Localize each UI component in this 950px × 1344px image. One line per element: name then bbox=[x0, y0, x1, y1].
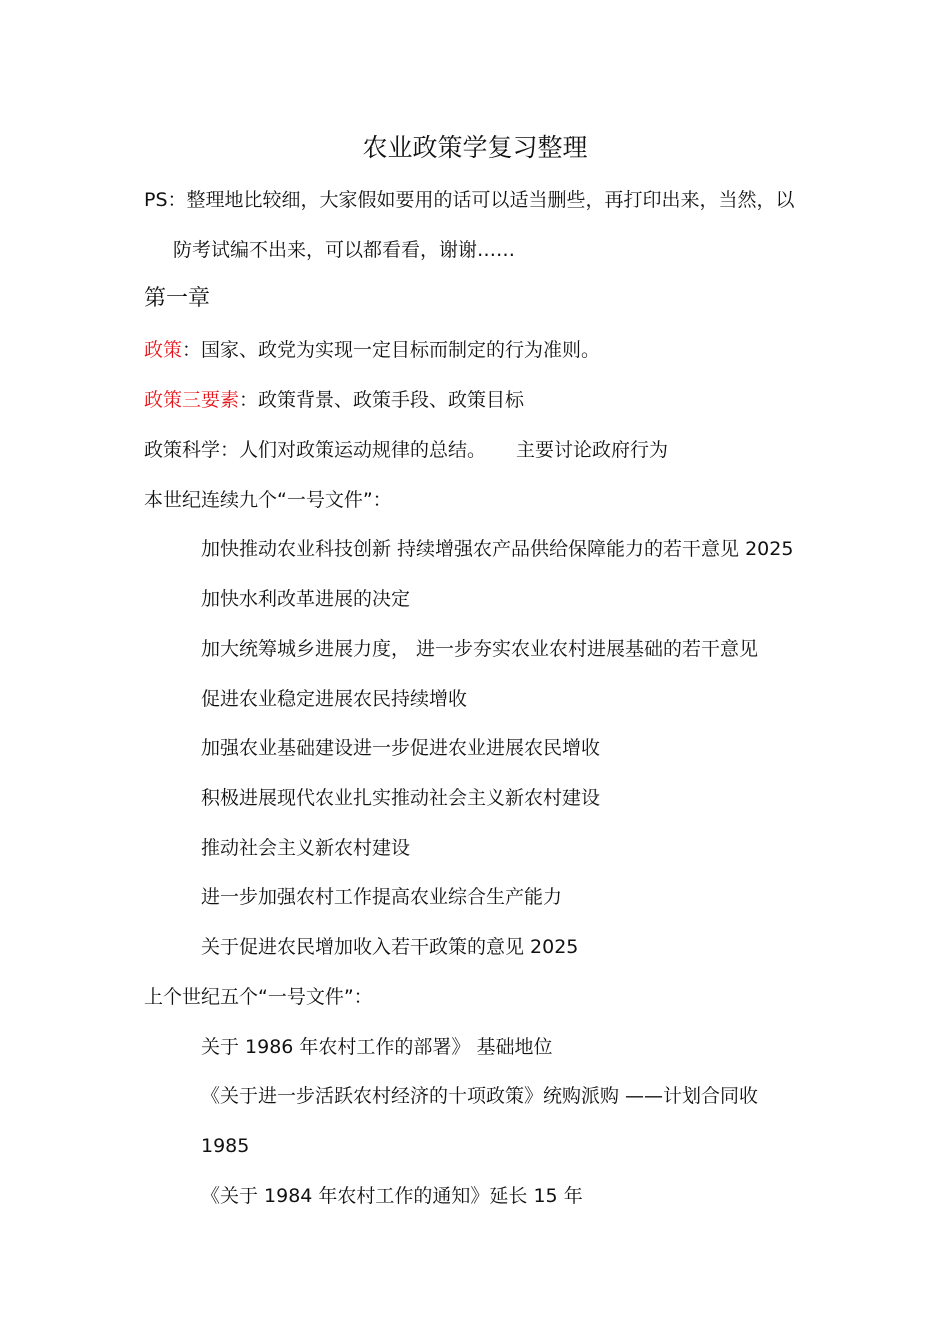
list-item: 积极进展现代农业扎实推动社会主义新农村建设 bbox=[201, 787, 601, 809]
list-item: 加大统筹城乡进展力度， 进一步夯实农业农村进展基础的若干意见 bbox=[201, 638, 759, 660]
list-item: 加快推动农业科技创新 持续增强农产品供给保障能力的若干意见 2025 bbox=[201, 538, 794, 560]
policy-elements-text: ：政策背景、政策手段、政策目标 bbox=[239, 389, 525, 411]
ps-note-line-1: PS：整理地比较细，大家假如要用的话可以适当删些，再打印出来，当然，以 bbox=[144, 189, 795, 211]
document-title: 农业政策学复习整理 bbox=[362, 133, 588, 162]
list-item: 关于 1986 年农村工作的部署》 基础地位 bbox=[201, 1036, 553, 1058]
chapter-heading: 第一章 bbox=[144, 286, 211, 311]
last-century-docs-heading: 上个世纪五个“一号文件”： bbox=[144, 986, 373, 1008]
list-item: 进一步加强农村工作提高农业综合生产能力 bbox=[201, 886, 563, 908]
list-item: 关于促进农民增加收入若干政策的意见 2025 bbox=[201, 936, 579, 958]
policy-science-text: 政策科学：人们对政策运动规律的总结。 bbox=[144, 439, 487, 461]
list-item: 推动社会主义新农村建设 bbox=[201, 837, 411, 859]
list-item: 《关于进一步活跃农村经济的十项政策》统购派购 ——计划合同收 bbox=[201, 1085, 759, 1107]
policy-science bbox=[144, 437, 668, 463]
century-docs-heading: 本世纪连续九个“一号文件”： bbox=[144, 489, 392, 511]
list-item: 加强农业基础建设进一步促进农业进展农民增收 bbox=[201, 737, 601, 759]
list-item: 《关于 1984 年农村工作的通知》延长 15 年 bbox=[201, 1185, 583, 1207]
ps-note-line-2: 防考试编不出来，可以都看看，谢谢…… bbox=[173, 239, 516, 261]
list-item: 促进农业稳定进展农民持续增收 bbox=[201, 688, 468, 710]
policy-definition bbox=[144, 337, 600, 363]
policy-elements bbox=[144, 387, 524, 413]
list-item: 1985 bbox=[201, 1135, 250, 1157]
policy-elements-term: 政策三要素 bbox=[144, 389, 240, 411]
policy-science-note: 主要讨论政府行为 bbox=[516, 439, 669, 461]
policy-definition-text: ：国家、政党为实现一定目标而制定的行为准则。 bbox=[182, 339, 601, 361]
list-item: 加快水利改革进展的决定 bbox=[201, 588, 411, 610]
policy-term: 政策 bbox=[144, 339, 183, 361]
